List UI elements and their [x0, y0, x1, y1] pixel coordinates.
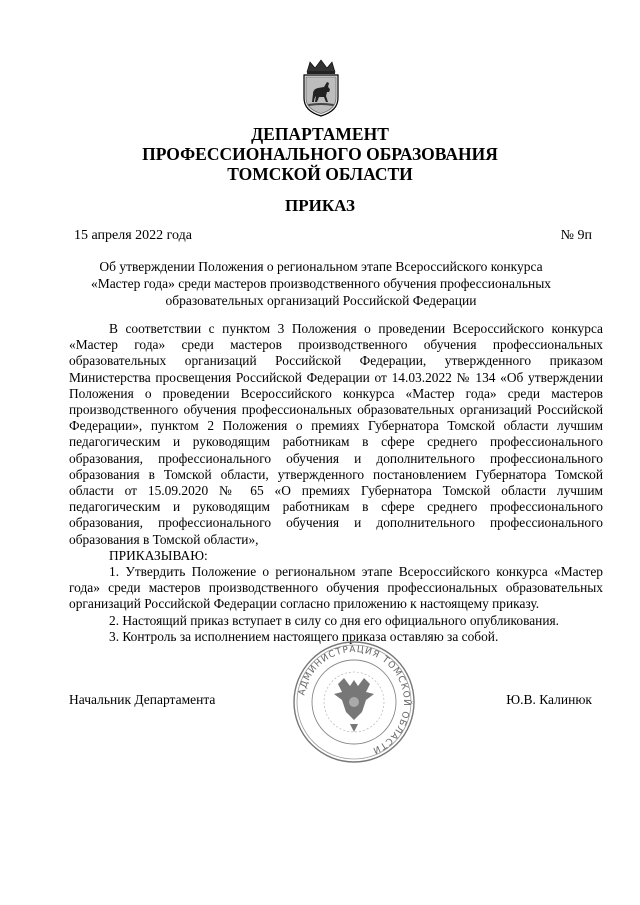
order-word: ПРИКАЗЫВАЮ:	[109, 547, 208, 563]
department-header	[0, 124, 640, 184]
order-item-3: 3. Контроль за исполнением настоящего приказа оставляю за собой.	[109, 628, 499, 644]
preamble-paragraph: В соответствии с пунктом 3 Положения о проведении Всероссийского конкурса «Мастер года» среди мастеров производственного обучения профессиональных образовательных организаций Российской Федерации, утвержденного приказом Министерства просвещения Российской Федерации от 14.03.2022 № 134 «Об утверждении Положения о проведении Всероссийского конкурса «Мастер года» среди мастеров производственного обучения профессиональных образовательных организаций Российской Федерации», пунктом 2 Положения о премиях Губернатора Томской области лучшим педагогическим и руководящим работникам в сфере среднего профессионального образования, профессионального обучения и дополнительного профессионального образования в Томской области, утвержденного постановлением Губернатора Томской области от 15.09.2020 № 65 «О премиях Губернатора Томской области лучшим педагогическим и руководящим работникам в сфере среднего профессионального образования, профессионального обучения и дополнительного профессионального образования в Томской области»,	[69, 321, 603, 547]
order-item-2: 2. Настоящий приказ вступает в силу со дня его официального опубликования.	[109, 612, 559, 628]
order-title: ПРИКАЗ	[285, 196, 355, 215]
department-header-line: ПРОФЕССИОНАЛЬНОГО ОБРАЗОВАНИЯ	[142, 144, 498, 164]
order-number: № 9п	[560, 228, 592, 243]
signatory-position: Начальник Департамента	[69, 692, 216, 707]
order-item-1: 1. Утвердить Положение о региональном этапе Всероссийского конкурса «Мастер года» среди мастеров производственного обучения профессиональных образовательных организаций Российской Федерации согласно приложению к настоящему приказу.	[69, 564, 603, 612]
order-date: 15 апреля 2022 года	[74, 228, 192, 243]
department-header-line: ТОМСКОЙ ОБЛАСТИ	[227, 164, 413, 184]
department-header-line: ДЕПАРТАМЕНТ	[251, 124, 389, 144]
order-body	[69, 321, 603, 645]
signatory-name: Ю.В. Калинюк	[506, 692, 592, 707]
order-subject: Об утверждении Положения о региональном этапе Всероссийского конкурса «Мастер года» среди мастеров производственного обучения профессиональных образовательных организаций Российской Федерации	[90, 259, 552, 308]
eagle-emblem-icon	[334, 678, 374, 732]
seal-text: АДМИНИСТРАЦИЯ ТОМСКОЙ ОБЛАСТИ	[297, 644, 412, 756]
tomsk-coat-of-arms-icon	[298, 58, 344, 118]
official-seal-icon	[292, 640, 416, 764]
